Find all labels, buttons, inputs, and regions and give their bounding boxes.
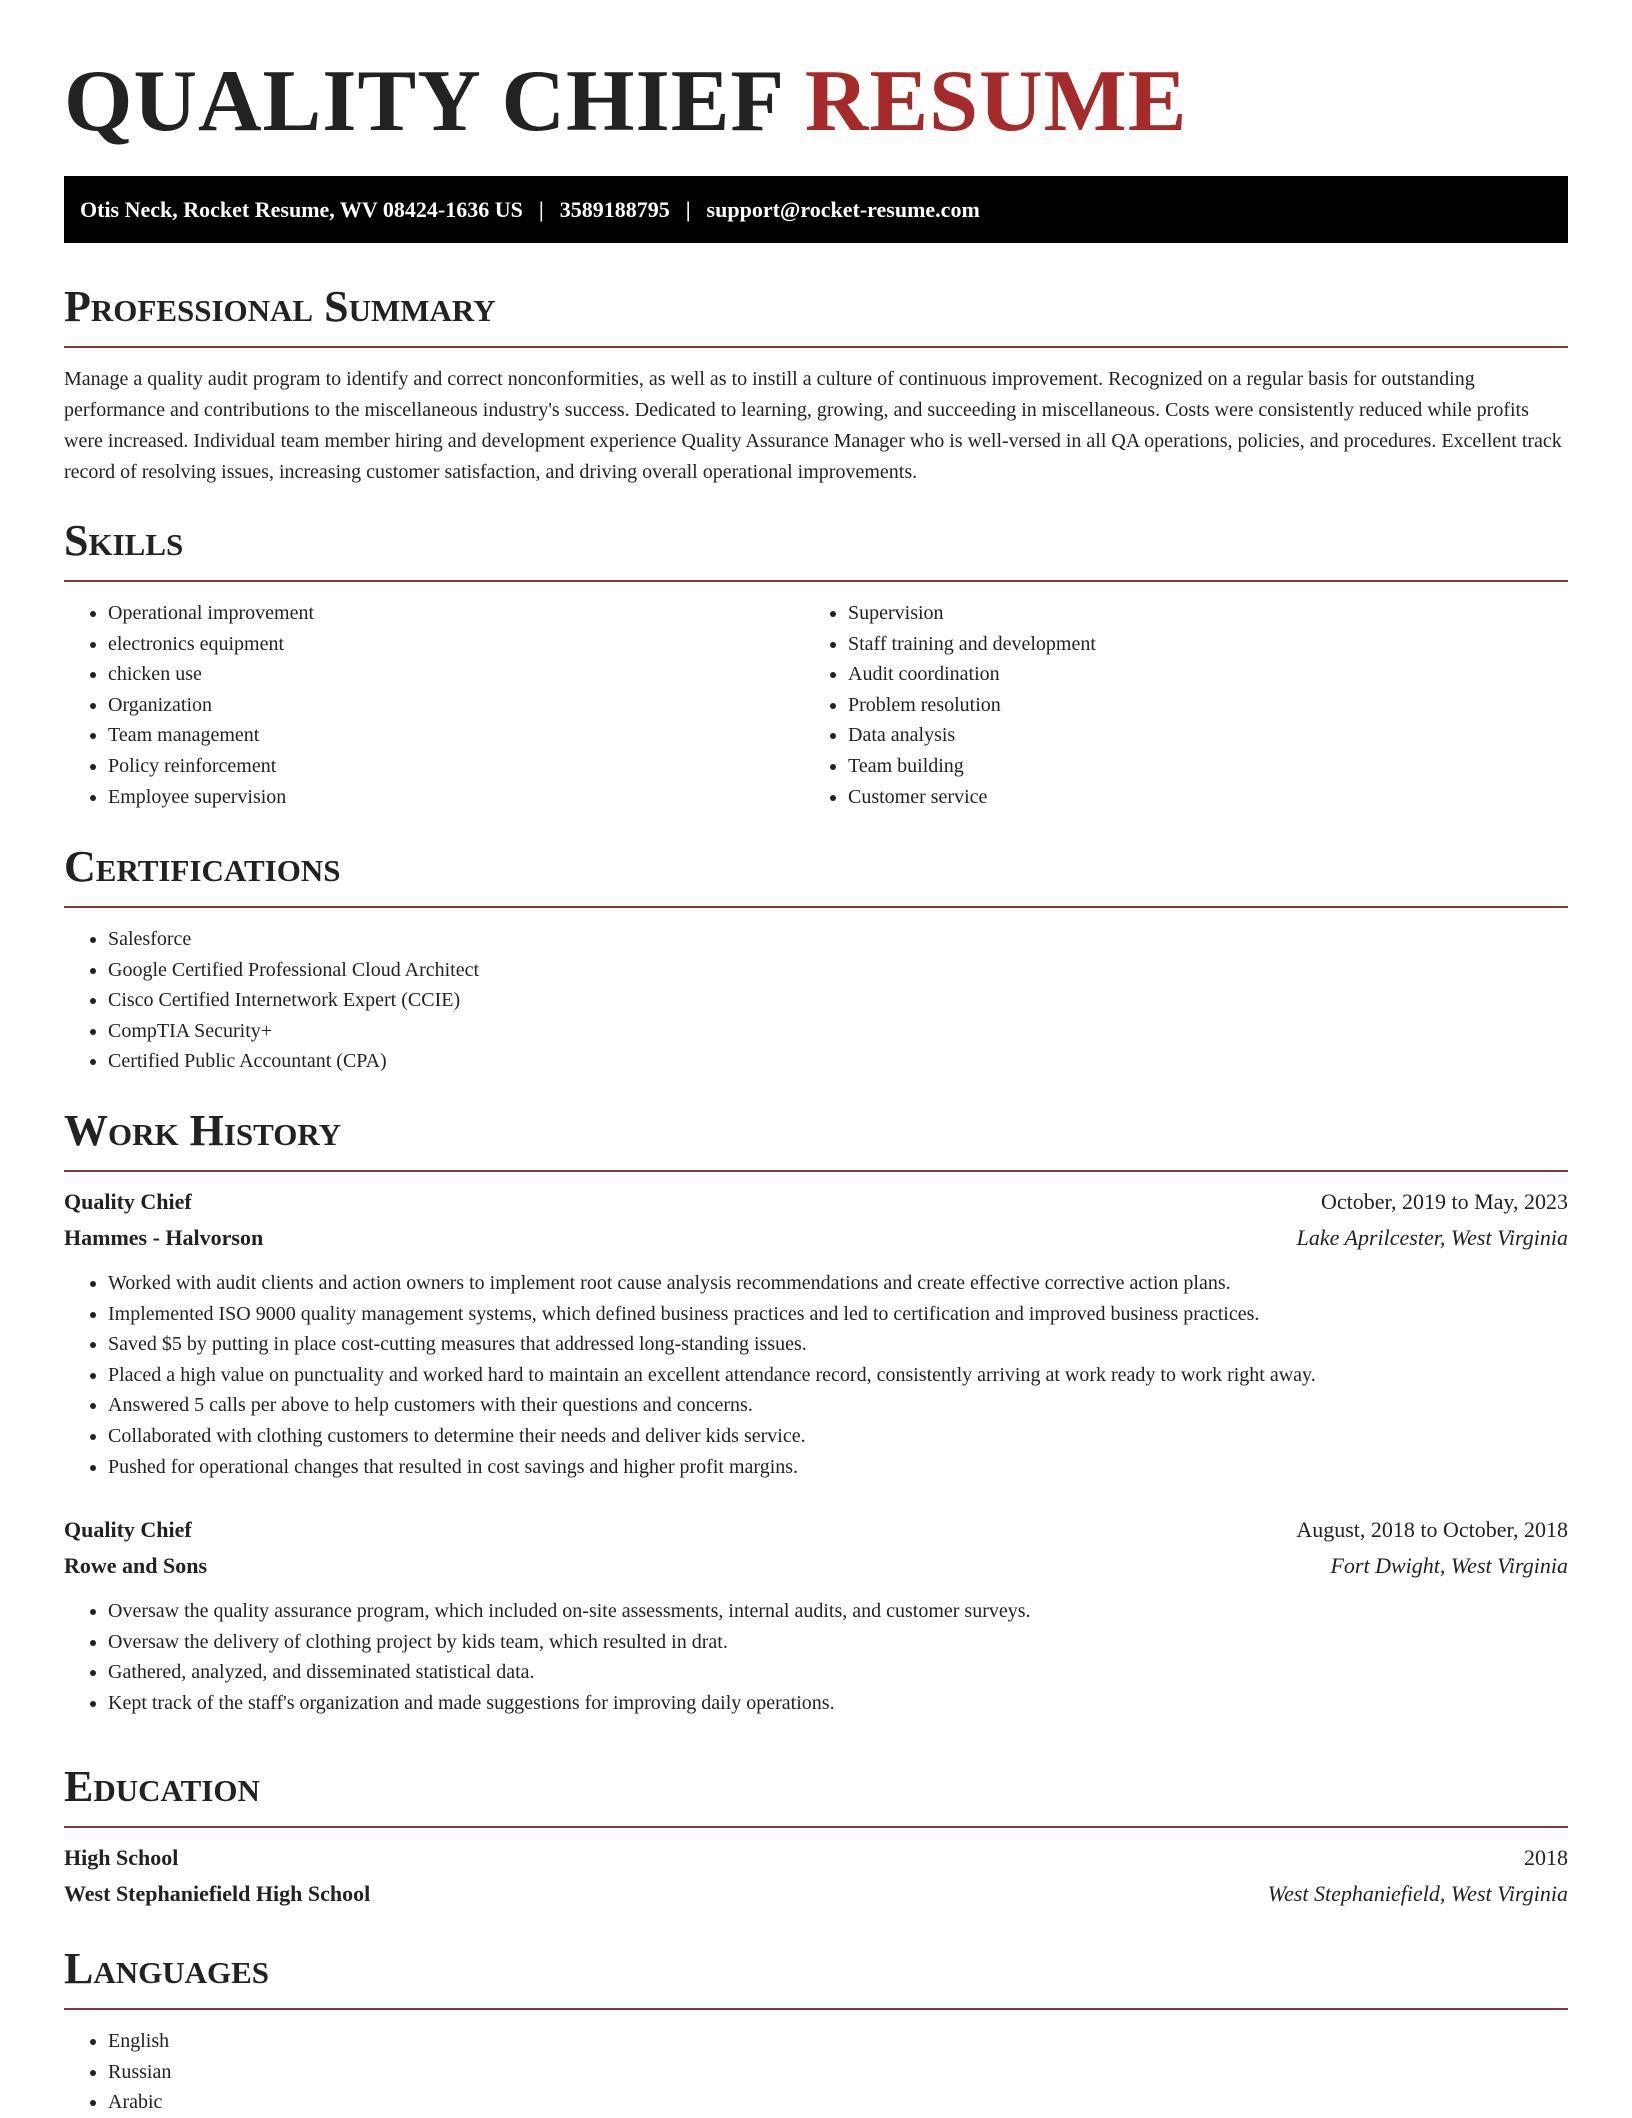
skills-column-left: [64, 598, 804, 812]
summary-heading: Professional Summary: [64, 282, 1568, 348]
job-location: Fort Dwight, West Virginia: [1330, 1553, 1568, 1579]
education-school: West Stephaniefield High School: [64, 1881, 371, 1906]
job-location: Lake Aprilcester, West Virginia: [1296, 1225, 1568, 1250]
job-bullet: • Gathered, analyzed, and disseminated statistical data.: [108, 1657, 1568, 1688]
job-dates: October, 2019 to May, 2023: [1321, 1189, 1568, 1214]
skills-list-right: [804, 598, 1544, 812]
skill-item: • Staff training and development: [848, 629, 1544, 660]
job-company: Rowe and Sons: [64, 1553, 208, 1579]
skill-item: • Customer service: [848, 782, 1544, 813]
job-bullet: • Placed a high value on punctuality and worked hard to maintain an excellent attendance record, consistently arriving at work ready to work right away.: [108, 1360, 1568, 1391]
job-bullet: • Oversaw the delivery of clothing project by kids team, which resulted in drat.: [108, 1627, 1568, 1658]
contact-bar: [64, 176, 1568, 243]
skill-item: • Problem resolution: [848, 690, 1544, 721]
job-company: Hammes - Halvorson: [64, 1225, 264, 1250]
skill-item: • Team management: [108, 720, 804, 751]
education-location: West Stephaniefield, West Virginia: [1267, 1881, 1568, 1906]
education-degree: High School: [64, 1845, 179, 1870]
job-bullets: [64, 1268, 1568, 1482]
job-title-row: [64, 1512, 1568, 1548]
certifications-heading: Certifications: [64, 842, 1568, 908]
skills-heading: Skills: [64, 516, 1568, 582]
language-item: • Russian: [108, 2057, 1568, 2088]
certifications-list: [64, 924, 1568, 1077]
job-company-row: [64, 1220, 1568, 1256]
contact-phone: 3589188795: [559, 196, 670, 222]
language-item: • English: [108, 2026, 1568, 2057]
title-main: QUALITY CHIEF: [64, 53, 782, 150]
education-degree-row: [64, 1840, 1568, 1876]
skills-column-right: [804, 598, 1544, 812]
skill-item: • Data analysis: [848, 720, 1544, 751]
education-year: 2018: [1524, 1845, 1568, 1870]
job-company-row: [64, 1548, 1568, 1584]
certification-item: • CompTIA Security+: [108, 1016, 1568, 1047]
job-title: Quality Chief: [64, 1517, 192, 1543]
job-bullet: • Pushed for operational changes that resulted in cost savings and higher profit margins.: [108, 1452, 1568, 1483]
certification-item: • Certified Public Accountant (CPA): [108, 1046, 1568, 1077]
job-bullet: • Answered 5 calls per above to help customers with their questions and concerns.: [108, 1390, 1568, 1421]
certification-item: • Salesforce: [108, 924, 1568, 955]
skill-item: • Employee supervision: [108, 782, 804, 813]
skill-item: • electronics equipment: [108, 629, 804, 660]
education-section: [64, 1762, 1568, 1912]
job-title-row: [64, 1184, 1568, 1220]
job-dates: August, 2018 to October, 2018: [1296, 1517, 1568, 1543]
job-bullet: • Implemented ISO 9000 quality management systems, which defined business practices and led to certification and improved business practices.: [108, 1299, 1568, 1330]
skill-item: • Team building: [848, 751, 1544, 782]
skills-columns: [64, 598, 1568, 812]
title-accent: RESUME: [804, 53, 1188, 150]
job-bullets: [64, 1596, 1568, 1718]
job-bullet: • Saved $5 by putting in place cost-cutting measures that addressed long-standing issues.: [108, 1329, 1568, 1360]
language-item: • Arabic: [108, 2087, 1568, 2118]
skill-item: • Organization: [108, 690, 804, 721]
job-bullet: • Worked with audit clients and action owners to implement root cause analysis recommendations and create effective corrective action plans.: [108, 1268, 1568, 1299]
languages-section: [64, 1944, 1568, 2118]
work-history-heading: Work History: [64, 1106, 1568, 1172]
certification-item: • Cisco Certified Internetwork Expert (CCIE): [108, 985, 1568, 1016]
job-bullet: • Kept track of the staff's organization and made suggestions for improving daily operations.: [108, 1688, 1568, 1719]
contact-address: Otis Neck, Rocket Resume, WV 08424-1636 US: [80, 196, 523, 222]
education-heading: Education: [64, 1762, 1568, 1828]
skill-item: • Audit coordination: [848, 659, 1544, 690]
summary-text: Manage a quality audit program to identify and correct nonconformities, as well as to instill a culture of continuous improvement. Recognized on a regular basis for outstanding performance and contributions to the miscellaneous industry's success. Dedicated to learning, growing, and succeeding in miscellaneous. Costs were consistently reduced while profits were increased. Individual team member hiring and development experience Quality Assurance Manager who is well-versed in all QA operations, policies, and procedures. Excellent track record of resolving issues, increasing customer satisfaction, and driving overall operational improvements.: [64, 368, 1562, 483]
languages-list: [64, 2026, 1568, 2118]
skill-item: • Operational improvement: [108, 598, 804, 629]
skills-section: [64, 516, 1568, 812]
skill-item: • chicken use: [108, 659, 804, 690]
job-bullet: • Collaborated with clothing customers to determine their needs and deliver kids service.: [108, 1421, 1568, 1452]
languages-heading: Languages: [64, 1944, 1568, 2010]
contact-separator: |: [685, 196, 691, 222]
job-entry: [64, 1512, 1568, 1718]
resume-title: [64, 0, 1568, 162]
skills-list-left: [64, 598, 804, 812]
job-entry: [64, 1184, 1568, 1482]
summary-section: [64, 282, 1568, 488]
job-bullet: • Oversaw the quality assurance program, which included on-site assessments, internal audits, and customer surveys.: [108, 1596, 1568, 1627]
education-entry: [64, 1840, 1568, 1912]
job-title: Quality Chief: [64, 1189, 192, 1214]
contact-separator: |: [538, 196, 544, 222]
work-history-section: [64, 1106, 1568, 1719]
contact-email: support@rocket-resume.com: [706, 196, 980, 222]
certification-item: • Google Certified Professional Cloud Architect: [108, 955, 1568, 986]
certifications-section: [64, 842, 1568, 1077]
education-school-row: [64, 1876, 1568, 1912]
skill-item: • Policy reinforcement: [108, 751, 804, 782]
resume-page: [64, 0, 1568, 2114]
skill-item: • Supervision: [848, 598, 1544, 629]
